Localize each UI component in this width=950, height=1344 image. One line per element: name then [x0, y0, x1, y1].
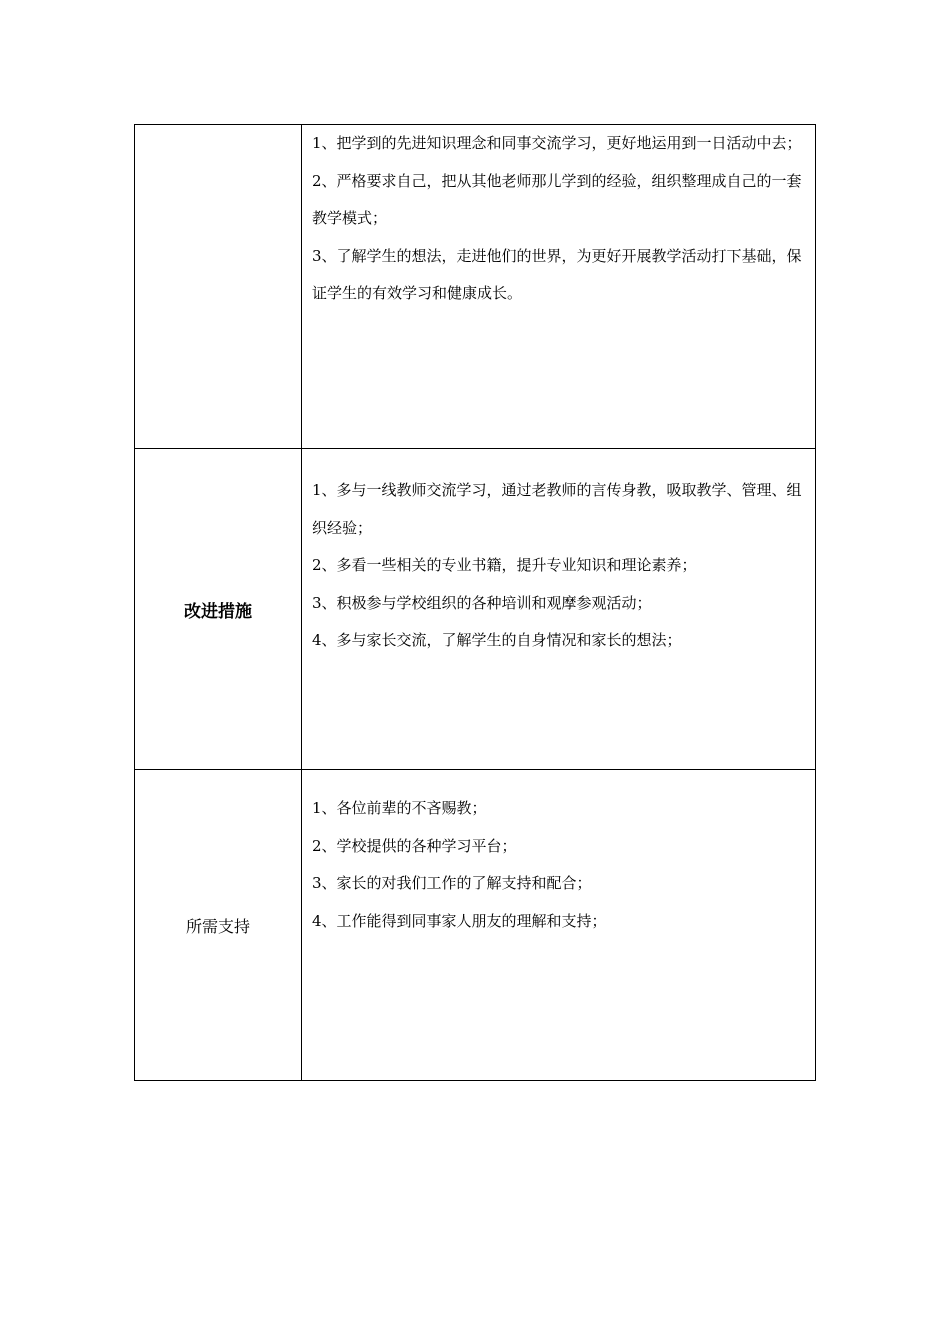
list-item: 2、严格要求自己，把从其他老师那儿学到的经验，组织整理成自己的一套教学模式； [312, 171, 802, 227]
list-item: 4、多与家长交流，了解学生的自身情况和家长的想法； [312, 631, 682, 649]
list-item: 1、把学到的先进知识理念和同事交流学习，更好地运用到一日活动中去； [312, 134, 802, 152]
item-list [312, 449, 807, 660]
list-item: 3、了解学生的想法，走进他们的世界，为更好开展教学活动打下基础，保证学生的有效学习和健康成长。 [312, 246, 802, 302]
row-label-cell [135, 770, 302, 1081]
list-item: 2、学校提供的各种学习平台； [312, 836, 517, 855]
list-item: 3、家长的对我们工作的了解支持和配合； [312, 874, 592, 892]
row-content-cell [302, 770, 816, 1081]
table-row [135, 770, 816, 1081]
list-item: 4、工作能得到同事家人朋友的理解和支持； [312, 911, 607, 930]
row-label-cell [135, 125, 302, 449]
list-item: 2、多看一些相关的专业书籍，提升专业知识和理论素养； [312, 556, 697, 574]
row-content-cell [302, 449, 816, 770]
item-list [312, 770, 807, 940]
table-row [135, 125, 816, 449]
plan-table [134, 124, 816, 1081]
list-item: 1、各位前辈的不吝赐教； [312, 799, 487, 817]
list-item: 3、积极参与学校组织的各种培训和观摩参观活动； [312, 593, 652, 612]
row-label-improvement: 改进措施 [184, 601, 252, 622]
list-item: 1、多与一线教师交流学习，通过老教师的言传身教，吸取教学、管理、组织经验； [312, 481, 802, 537]
row-content-cell [302, 125, 816, 449]
row-label-cell [135, 449, 302, 770]
table-row [135, 449, 816, 770]
item-list [312, 125, 807, 313]
row-label-support: 所需支持 [185, 916, 250, 936]
